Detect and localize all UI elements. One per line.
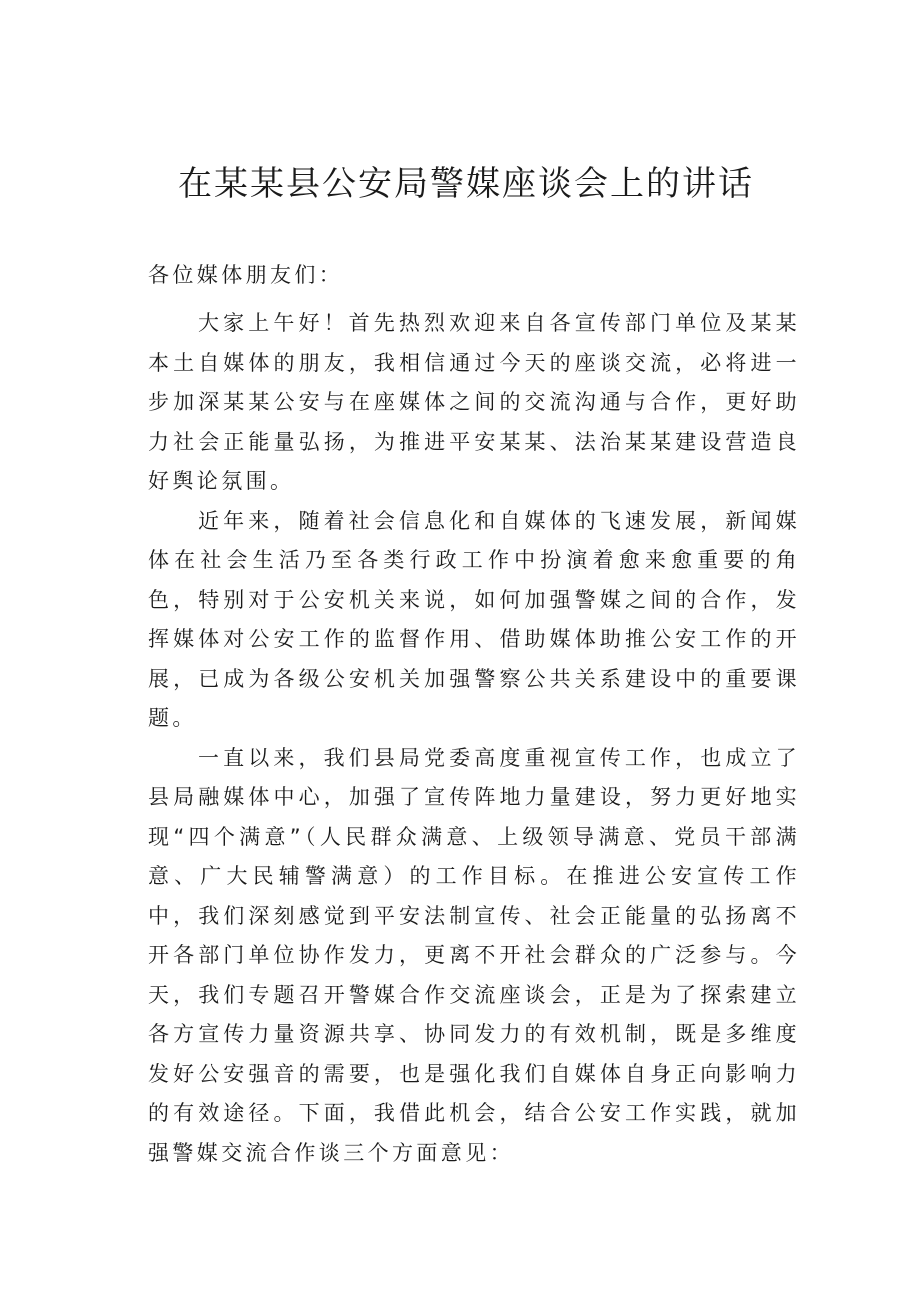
document-body	[148, 304, 800, 1173]
paragraph-work-overview: 一直以来，我们县局党委高度重视宣传工作，也成立了县局融媒体中心，加强了宣传阵地力量建设，努力更好地实现“四个满意”（人民群众满意、上级领导满意、党员干部满意、广大民辅警满意）的工作目标。在推进公安宣传工作中，我们深刻感觉到平安法制宣传、社会正能量的弘扬离不开各部门单位协作发力，更离不开社会群众的广泛参与。今天，我们专题召开警媒合作交流座谈会，正是为了探索建立各方宣传力量资源共享、协同发力的有效机制，既是多维度发好公安强音的需要，也是强化我们自媒体自身正向影响力的有效途径。下面，我借此机会，结合公安工作实践，就加强警媒交流合作谈三个方面意见：	[148, 745, 800, 1165]
salutation: 各位媒体朋友们：	[148, 263, 344, 287]
paragraph-welcome: 大家上午好！首先热烈欢迎来自各宣传部门单位及某某本土自媒体的朋友，我相信通过今天的座谈交流，必将进一步加深某某公安与在座媒体之间的交流沟通与合作，更好助力社会正能量弘扬，为推进平安某某、法治某某建设营造良好舆论氛围。	[148, 311, 800, 493]
paragraph-background: 近年来，随着社会信息化和自媒体的飞速发展，新闻媒体在社会生活乃至各类行政工作中扮演着愈来愈重要的角色，特别对于公安机关来说，如何加强警媒之间的合作，发挥媒体对公安工作的监督作用、借助媒体助推公安工作的开展，已成为各级公安机关加强警察公共关系建设中的重要课题。	[148, 508, 800, 730]
document-title: 在某某县公安局警媒座谈会上的讲话	[178, 164, 754, 204]
